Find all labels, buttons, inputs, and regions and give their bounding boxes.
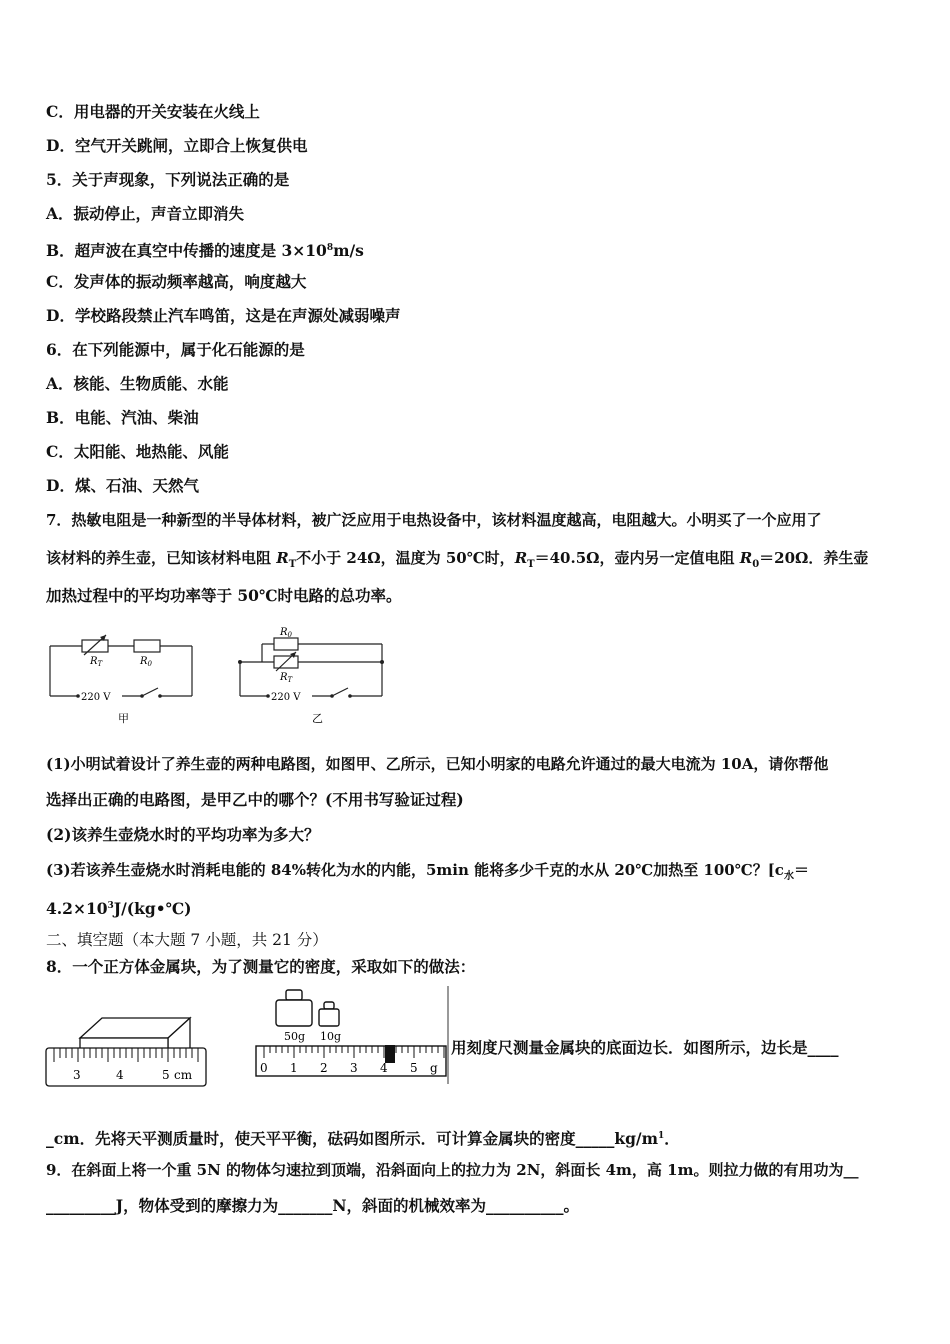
q6-option-b: B．电能、汽油、柴油 [46, 408, 199, 427]
q6-option-d: D．煤、石油、天然气 [46, 476, 199, 495]
balance-weights-and-scale [254, 984, 450, 1096]
label-voltage: 220 V [81, 692, 111, 703]
scale-label-0: 0 [260, 1061, 268, 1075]
q4-option-d: D．空气开关跳闸，立即合上恢复供电 [46, 136, 308, 155]
caption-jia: 甲 [118, 712, 129, 725]
q5-option-c: C．发声体的振动频率越高，响度越大 [46, 272, 307, 291]
weight-label-10g: 10g [320, 1030, 342, 1043]
circuit-diagram-jia [44, 622, 204, 730]
caption-yi: 乙 [312, 712, 323, 725]
q7-line-3: 加热过程中的平均功率等于 50℃时电路的总功率。 [46, 586, 402, 605]
ruler-label-5: 5 [162, 1068, 170, 1082]
q7-line-2: 该材料的养生壶，已知该材料电阻 $R_T$不小于 24Ω，温度为 50℃时，$R_T=40.5\Omega$，壶内另一定值电阻 $R_0=20\Omega$．养生壶 [46, 549, 869, 570]
label-rt: $R_T$ [90, 656, 103, 668]
q9-line-2: _________J，物体受到的摩擦力为_______N，斜面的机械效率为__________。 [46, 1196, 580, 1215]
q6-option-c: C．太阳能、地热能、风能 [46, 442, 229, 461]
q8-text-1: 用刻度尺测量金属块的底面边长．如图所示，边长是____ [451, 1038, 839, 1057]
q7-line-1: 7．热敏电阻是一种新型的半导体材料，被广泛应用于电热设备中，该材料温度越高，电阻越大。小明买了一个应用了 [46, 511, 822, 529]
scale-label-5: 5 [410, 1061, 418, 1075]
q9-line-1: 9．在斜面上将一个重 5N 的物体匀速拉到顶端，沿斜面向上的拉力为 2N，斜面长 4m，高 1m。则拉力做的有用功为__ [46, 1161, 859, 1179]
section-2-title: 二、填空题（本大题 7 小题，共 21 分） [46, 931, 328, 949]
label-rt: $R_T$ [280, 672, 293, 684]
ruler-label-cm: cm [174, 1068, 193, 1082]
q7-sub-3-line-2: $4.2\times 10^3J/(kg•℃)$ [46, 899, 192, 919]
q7-sub-1-line-2: 选择出正确的电路图，是甲乙中的哪个？(不用书写验证过程) [46, 790, 464, 809]
circuit-diagram-yi [234, 622, 394, 730]
q5-option-d: D．学校路段禁止汽车鸣笛，这是在声源处减弱噪声 [46, 306, 401, 325]
scale-label-1: 1 [290, 1061, 298, 1075]
q6-option-a: A．核能、生物质能、水能 [46, 374, 229, 393]
scale-label-3: 3 [350, 1061, 358, 1075]
q8-stem: 8．一个正方体金属块，为了测量它的密度，采取如下的做法： [46, 957, 476, 976]
scale-label-2: 2 [320, 1061, 328, 1075]
q8-text-2: _cm．先将天平测质量时，使天平平衡，砝码如图所示．可计算金属块的密度$\_\_\_\_\_kg/m^1$． [46, 1129, 680, 1149]
q6-stem: 6．在下列能源中，属于化石能源的是 [46, 340, 305, 359]
label-r0: $R_0$ [280, 627, 292, 639]
weight-label-50g: 50g [284, 1030, 306, 1043]
ruler-with-cube [44, 1008, 210, 1092]
scale-label-4: 4 [380, 1061, 388, 1075]
ruler-label-3: 3 [73, 1068, 81, 1082]
label-voltage: 220 V [271, 692, 301, 703]
q5-option-a: A．振动停止，声音立即消失 [46, 204, 245, 223]
scale-label-g: g [430, 1061, 438, 1075]
q7-sub-2: (2)该养生壶烧水时的平均功率为多大？ [46, 825, 320, 844]
q5-stem: 5．关于声现象，下列说法正确的是 [46, 170, 290, 189]
ruler-label-4: 4 [116, 1068, 124, 1082]
q5-option-b: B．超声波在真空中传播的速度是 $3\times 10^8m/s$ [46, 241, 364, 261]
q7-sub-1-line-1: (1)小明试着设计了养生壶的两种电路图，如图甲、乙所示，已知小明家的电路允许通过的最大电流为 10A，请你帮他 [46, 755, 829, 773]
q7-sub-3-line-1: (3)若该养生壶烧水时消耗电能的 84%转化为水的内能，5min 能将多少千克的水从 20℃加热至 100℃？[$c_水=$ [46, 861, 809, 882]
label-r0: $R_0$ [140, 656, 152, 668]
q4-option-c: C．用电器的开关安装在火线上 [46, 102, 260, 121]
